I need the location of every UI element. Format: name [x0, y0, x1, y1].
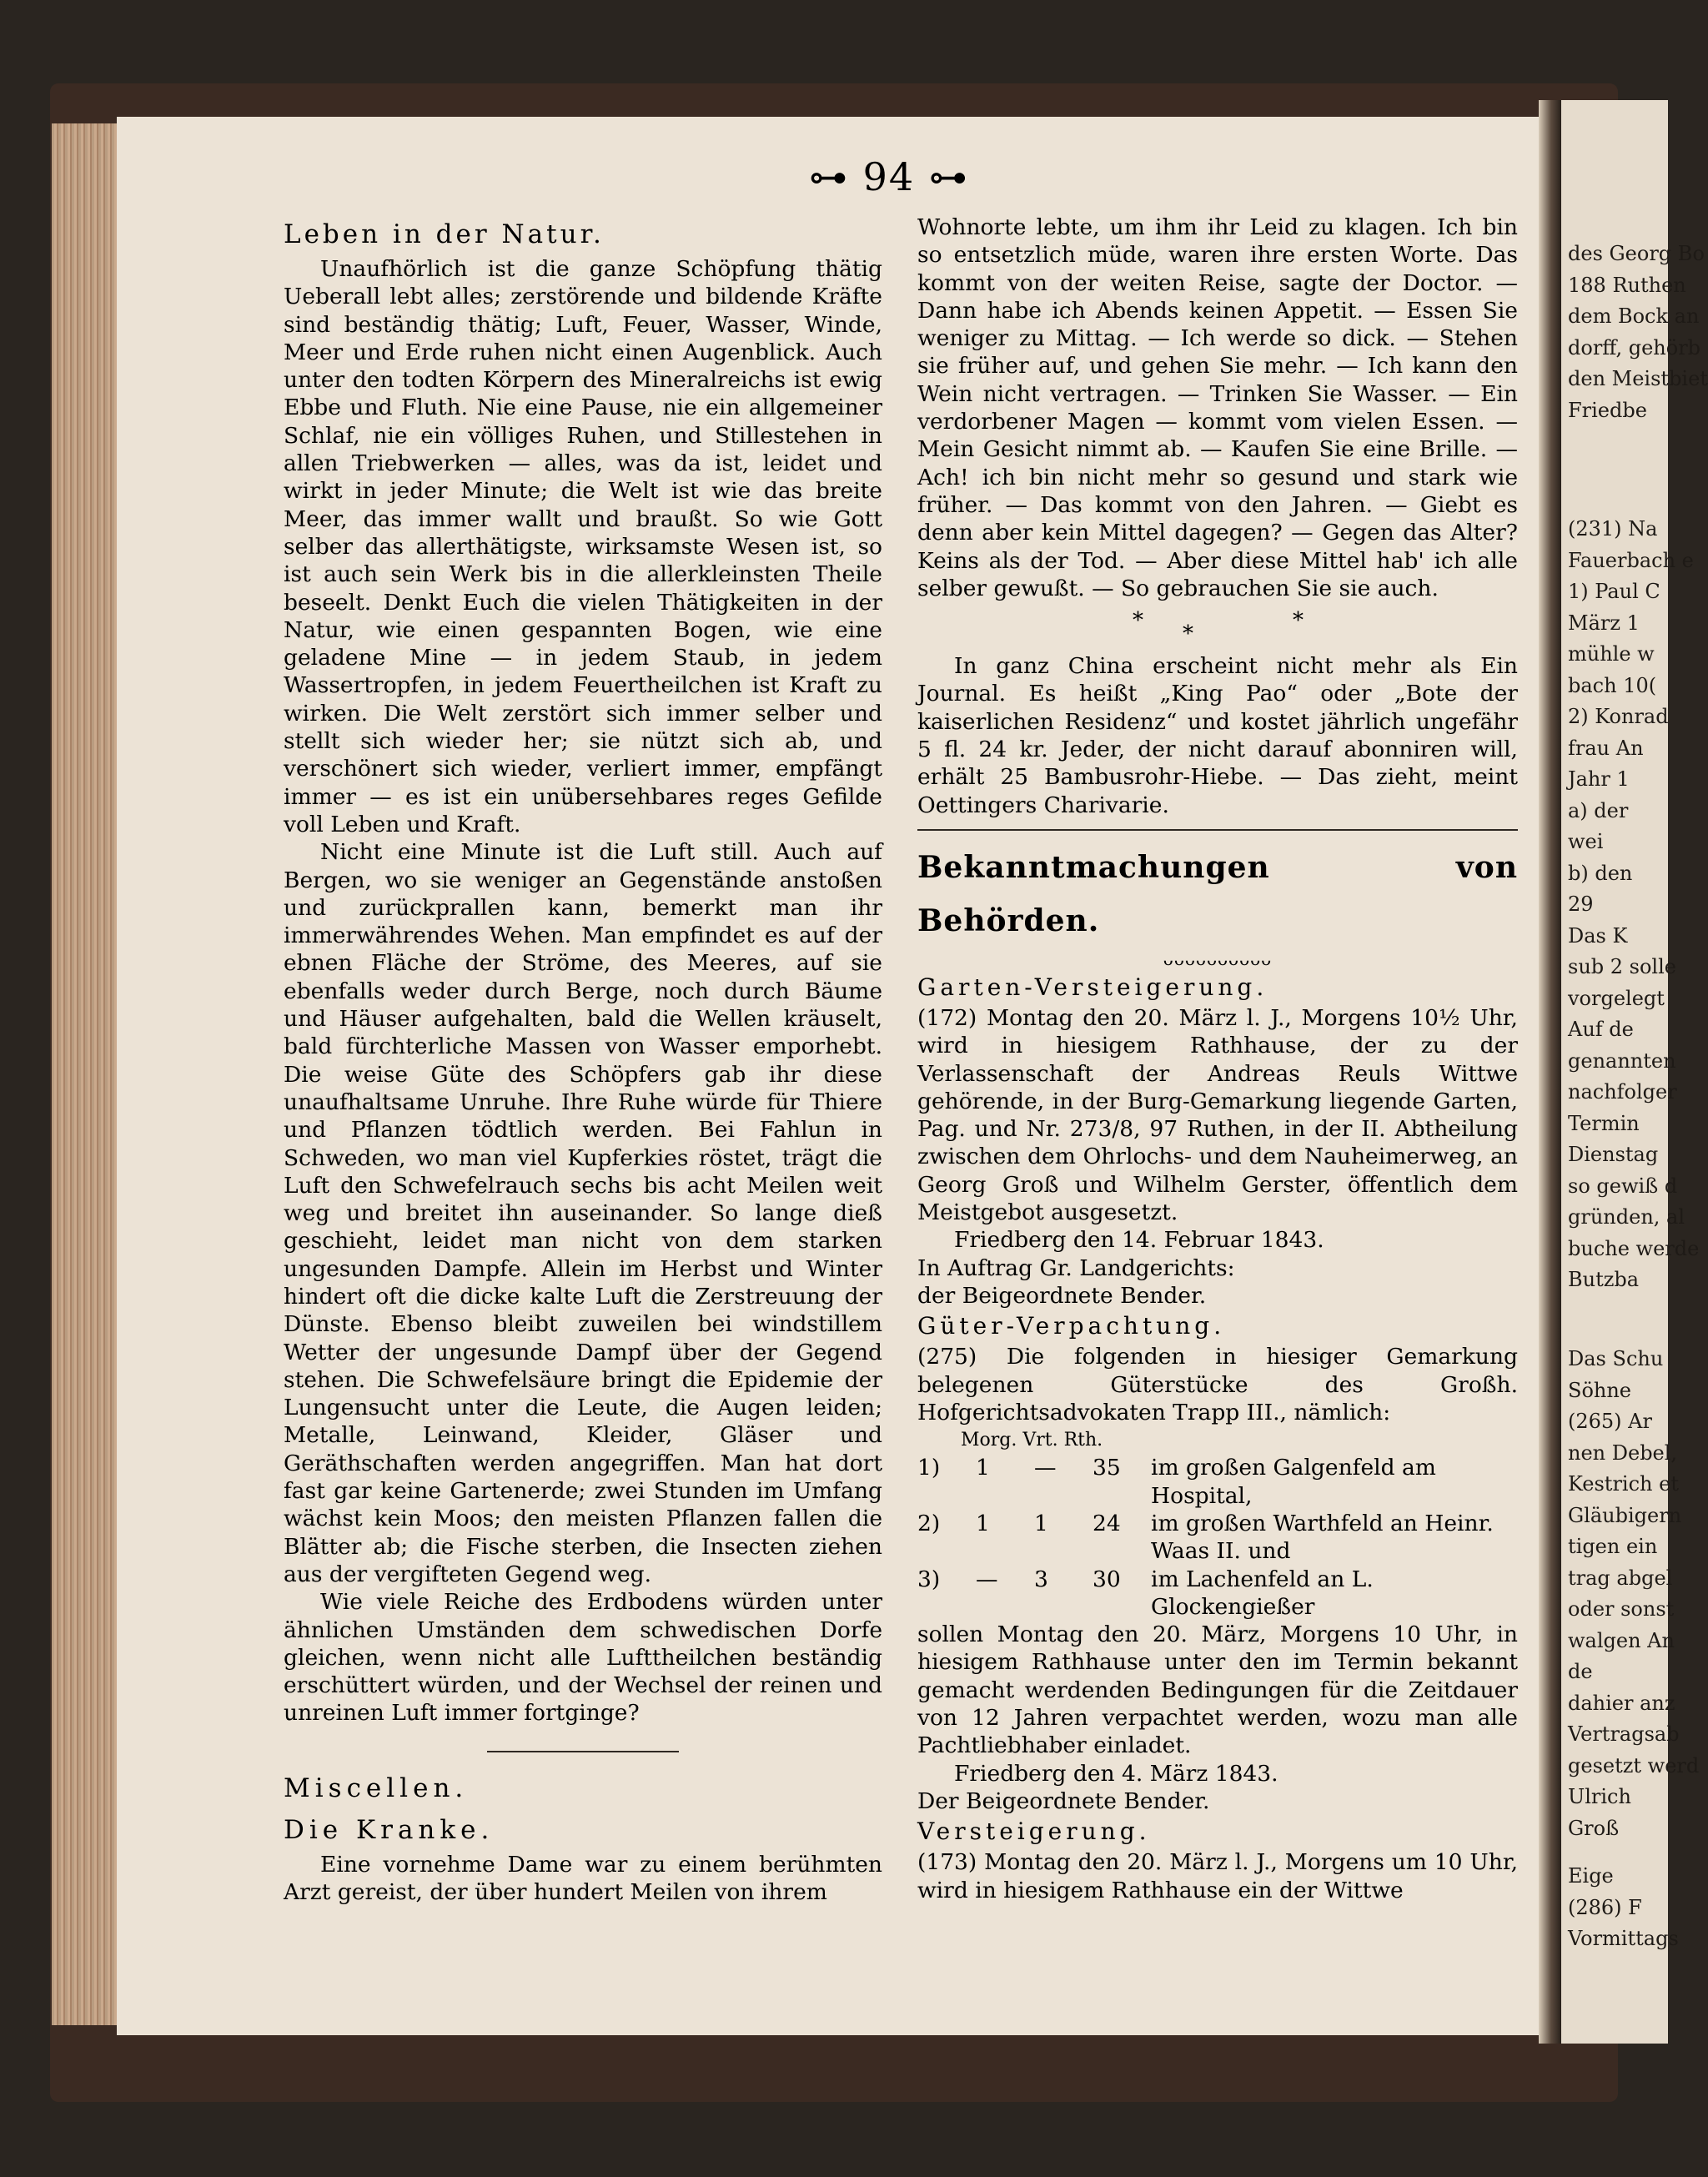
notice-3-heading: Versteigerung.	[917, 1818, 1151, 1846]
adjacent-page-line: (286) F	[1568, 1895, 1642, 1919]
adjacent-page-fragment	[1561, 100, 1708, 2044]
adjacent-page-line: Söhne	[1568, 1378, 1632, 1402]
adjacent-page-line: Ulrich	[1568, 1785, 1631, 1808]
horizontal-rule	[917, 829, 1518, 831]
paragraph-3: Wie viele Reiche des Erdbodens würden unter ähnlichen Umständen dem schwedischen Dorfe gleichen, wenn nicht alle Lufttheilchen beständig erschüttert würden, und der Wechsel der reinen und unreinen Luft immer fortginge?	[284, 1589, 882, 1727]
announcements-title: Bekanntmachungen von Behörden.	[917, 849, 1518, 938]
adjacent-page-line: de	[1568, 1660, 1593, 1683]
adjacent-page-line: Eige	[1568, 1864, 1614, 1888]
adjacent-page-line: gründen, al	[1568, 1205, 1685, 1229]
paragraph-2: Nicht eine Minute ist die Luft still. Auch auf Bergen, wo sie weniger an Gegenstände anstoßen und zurückprallen kann, bemerkt man ihr immerwährendes Wehen. Man empfindet es auf der ebnen Fläche der Ströme, des Meeres, auf sie ebenfalls weder durch Berge, noch durch Bäume und Häuser aufgehalten, bald die Wellen kräuselt, bald fürchterliche Massen von Wasser emporhebt. Die weise Güte des Schöpfers gab ihr diese unaufhaltsame Unruhe. Ihre Ruhe würde für Thiere und Pflanzen tödtlich werden. Bei Fahlun in Schweden, wo man viel Kupferkies röstet, trägt die Luft den Schwefelrauch sechs bis acht Meilen weit weg und breitet ihn auseinander. So lange dieß geschieht, leidet man nicht von dem starken ungesunden Dampfe. Allein im Herbst und Winter hindert oft die dicke kalte Luft die Zerstreuung der Dünste. Ebenso bleibt zuweilen bei windstillem Wetter der ungesunde Dampf über der Gegend stehen. Die Schwefelsäure bringt die Epidemie der Lungensucht unter die Leute, die Augen leiden; Metalle, Leinwand, Kleider, Gläser und Geräthschaften werden angegriffen. Man hat dort fast gar keine Gartenerde; zwei Stunden im Umfang wächst kein Moos; den meisten Pflanzen fallen die Blätter ab; die Fische sterben, die Insecten ziehen aus der vergifteten Gegend weg.	[284, 839, 882, 1587]
adjacent-page-line: bach 10(	[1568, 673, 1657, 697]
adjacent-page-line: dorff, gehörb	[1568, 335, 1701, 359]
adjacent-page-line: wei	[1568, 830, 1604, 853]
notice-2-text: sollen Montag den 20. März, Morgens 10 Uhr, in hiesigem Rathhause unter den im Termin bekannt gemacht werdenden Bedingungen für die Zeitdauer von 12 Jahren verpachtet werden, wozu man alle Pachtliebhaber einladet.	[917, 1621, 1518, 1759]
right-column	[917, 214, 1518, 1904]
story-start: Eine vornehme Dame war zu einem berühmten Arzt gereist, der über hundert Meilen von ihrem	[284, 1851, 882, 1906]
adjacent-page-line: oder sonst	[1568, 1597, 1675, 1621]
adjacent-page-line: Dienstag	[1568, 1143, 1659, 1166]
star-icon: *	[1133, 608, 1143, 634]
adjacent-page-line: a) der	[1568, 798, 1629, 822]
notice-2-item: 2) 1 1 24 im großen Warthfeld an Heinr. Waas II. und	[917, 1510, 1494, 1565]
adjacent-page-line: sub 2 solle	[1568, 955, 1676, 978]
notice-2-intro: (275) Die folgenden in hiesiger Gemarkung belegenen Güterstücke des Großh. Hofgerichtsadvokaten Trapp III., nämlich:	[917, 1344, 1518, 1425]
adjacent-page-line: mühle w	[1568, 642, 1655, 666]
adjacent-page-line: gesetzt werd	[1568, 1753, 1700, 1777]
notice-2-item: 3) — 3 30 im Lachenfeld an L. Glockengießer	[917, 1566, 1374, 1620]
adjacent-page-line: tigen ein	[1568, 1535, 1658, 1558]
page-number-header	[809, 154, 969, 199]
adjacent-page-line: Jahr 1	[1568, 767, 1630, 791]
adjacent-page-line: frau An	[1568, 736, 1644, 760]
paragraph-1: Unaufhörlich ist die ganze Schöpfung thätig Ueberall lebt alles; zerstörende und bildende Kräfte sind beständig thätig; Luft, Feuer, Wasser, Winde, Meer und Erde ruhen nicht einen Augenblick. Auch unter den todten Körpern des Mineralreichs ist ewig Ebbe und Fluth. Nie eine Pause, nie ein allgemeiner Schlaf, nie ein völliges Ruhen, und Stillestehen in allen Triebwerken — alles, was da ist, leidet und wirkt in jeder Minute; die Welt ist wie das breite Meer, das immer wallt und braußt. So wie Gott selber das allerthätigste, wirksamste Wesen ist, so ist auch sein Werk bis in die allerkleinsten Theile beseelt. Denkt Euch die vielen Thätigkeiten in der Natur, wie einen gespannten Bogen, wie eine geladene Mine — in jedem Staub, in jedem Wassertropfen, in jedem Feuertheilchen ist Kraft zu wirken. Die Welt zerstört sich immer selber und stellt sich wieder her; sie nützt sich ab, und verschönert sich wieder, verliert immer, empfängt immer — es ist ein unübersehbares reges Gefilde voll Leben und Kraft.	[284, 256, 882, 837]
ornament-left-icon: ⊶	[809, 154, 849, 199]
adjacent-page-line: Butzba	[1568, 1268, 1640, 1291]
adjacent-page-line: Auf de	[1568, 1018, 1634, 1041]
story-continuation: Wohnorte lebte, um ihm ihr Leid zu klagen. Ich bin so entsetzlich müde, waren ihre ersten Worte. Das kommt von der weiten Reise, sagte der Doctor. — Dann habe ich Abends keinen Appetit. — Essen Sie weniger zu Mittag. — Ich werde so dick. — Stehen sie früher auf, und gehen Sie mehr. — Ich kann den Wein nicht vertragen. — Trinken Sie Wasser. — Ein verdorbener Magen — kommt vom vielen Essen. — Mein Gesicht nimmt ab. — Kaufen Sie eine Brille. — Ach! ich bin nicht mehr so gesund und stark wie früher. — Das kommt von den Jahren. — Giebt es denn aber kein Mittel dagegen? — Gegen das Alter? Keins als der Tod. — Aber diese Mittel hab' ich alle selber gewußt. — So gebrauchen Sie sie auch.	[917, 214, 1518, 601]
notice-2-signature: Der Beigeordnete Bender.	[917, 1787, 1210, 1814]
adjacent-page-line: trag abgel	[1568, 1566, 1673, 1590]
left-column	[284, 214, 882, 1906]
book-gutter	[1539, 100, 1564, 2044]
adjacent-page-line: den Meistbiet	[1568, 367, 1708, 390]
adjacent-page-line: (231) Na	[1568, 517, 1658, 540]
adjacent-page-line: dahier anz	[1568, 1691, 1675, 1715]
adjacent-page-line: nachfolger	[1568, 1080, 1677, 1104]
china-note: In ganz China erscheint nicht mehr als Ein Journal. Es heißt „King Pao“ oder „Bote der kaiserlichen Residenz“ und kostet jährlich ungefähr 5 fl. 24 kr. Jeder, der nicht darauf abonniren will, erhält 25 Bambusrohr-Hiebe. — Das zieht, meint Oettingers Charivarie.	[917, 653, 1518, 818]
notice-1-signature-line-1: In Auftrag Gr. Landgerichts:	[917, 1254, 1235, 1281]
star-separator	[917, 602, 1518, 652]
notice-2-heading: Güter-Verpachtung.	[917, 1312, 1226, 1340]
adjacent-page-line: Kestrich et	[1568, 1472, 1679, 1496]
adjacent-page-line: des Georg Bo	[1568, 242, 1705, 265]
miscellen-title: Miscellen.	[284, 1772, 469, 1803]
adjacent-page-line: Gläubigern	[1568, 1503, 1682, 1527]
adjacent-page-line: Friedbe	[1568, 398, 1647, 422]
adjacent-page-line: Das K	[1568, 923, 1628, 948]
squiggle-divider: ᴗᴗᴗᴗᴗᴗᴗᴗᴗᴗ	[1163, 948, 1273, 969]
notice-1-signature-line-2: der Beigeordnete Bender.	[917, 1282, 1207, 1309]
adjacent-page-line: 1) Paul C	[1568, 580, 1660, 603]
story-title: Die Kranke.	[284, 1814, 495, 1845]
adjacent-page-line: so gewiß d	[1568, 1174, 1678, 1198]
notice-1-heading: Garten-Versteigerung.	[917, 973, 1268, 1001]
adjacent-page-line: 188 Ruthen	[1568, 273, 1686, 297]
notice-2-item: 1) 1 — 35 im großen Galgenfeld am Hospital,	[917, 1455, 1436, 1509]
adjacent-page-line: buche werde	[1568, 1236, 1700, 1260]
adjacent-page-line: Vertragsab	[1568, 1722, 1680, 1746]
notice-1-text: (172) Montag den 20. März l. J., Morgens 10½ Uhr, wird in hiesigem Rathhause, der zu der Verlassenschaft der Andreas Reuls Wittwe gehörende, in der Burg-Gemarkung liegende Garten, Pag. und Nr. 273/8, 97 Ruthen, in der II. Abtheilung zwischen dem Ohrlochs- und dem Nauheimerweg, an Georg Groß und Wilhelm Gerster, öffentlich dem Meistgebot ausgesetzt.	[917, 1004, 1518, 1226]
notice-2-place-date: Friedberg den 4. März 1843.	[954, 1760, 1278, 1787]
adjacent-page-line: Fauerbach e	[1568, 548, 1694, 572]
adjacent-page-line: Groß	[1568, 1816, 1620, 1840]
adjacent-page-line: Termin	[1568, 1111, 1640, 1135]
adjacent-page-line: Vormittags	[1568, 1927, 1679, 1950]
article-title: Leben in der Natur.	[284, 219, 605, 249]
adjacent-page-line: März 1	[1568, 611, 1640, 635]
star-icon: *	[1183, 621, 1193, 647]
page-number: 94	[862, 154, 916, 199]
section-divider	[487, 1751, 679, 1752]
adjacent-page-line: 2) Konrad	[1568, 705, 1669, 728]
adjacent-page-line: genannten	[1568, 1048, 1676, 1073]
adjacent-page-line: Das Schu	[1568, 1347, 1664, 1370]
adjacent-page-line: nen Debel,	[1568, 1440, 1678, 1465]
star-icon: *	[1293, 608, 1304, 634]
adjacent-page-line: b) den	[1568, 861, 1633, 885]
adjacent-page-line: vorgelegt	[1568, 986, 1665, 1010]
adjacent-page-line: (265) Ar	[1568, 1410, 1652, 1433]
adjacent-page-line: walgen An	[1568, 1628, 1675, 1652]
notice-3-text: (173) Montag den 20. März l. J., Morgens um 10 Uhr, wird in hiesigem Rathhause ein der Wittwe	[917, 1849, 1518, 1903]
notice-2-units-header: Morg. Vrt. Rth.	[961, 1430, 1103, 1451]
notice-1-place-date: Friedberg den 14. Februar 1843.	[954, 1227, 1324, 1254]
adjacent-page-line: dem Bock an	[1568, 304, 1700, 328]
ornament-right-icon: ⊶	[928, 154, 969, 199]
adjacent-page-line: 29	[1568, 892, 1594, 916]
